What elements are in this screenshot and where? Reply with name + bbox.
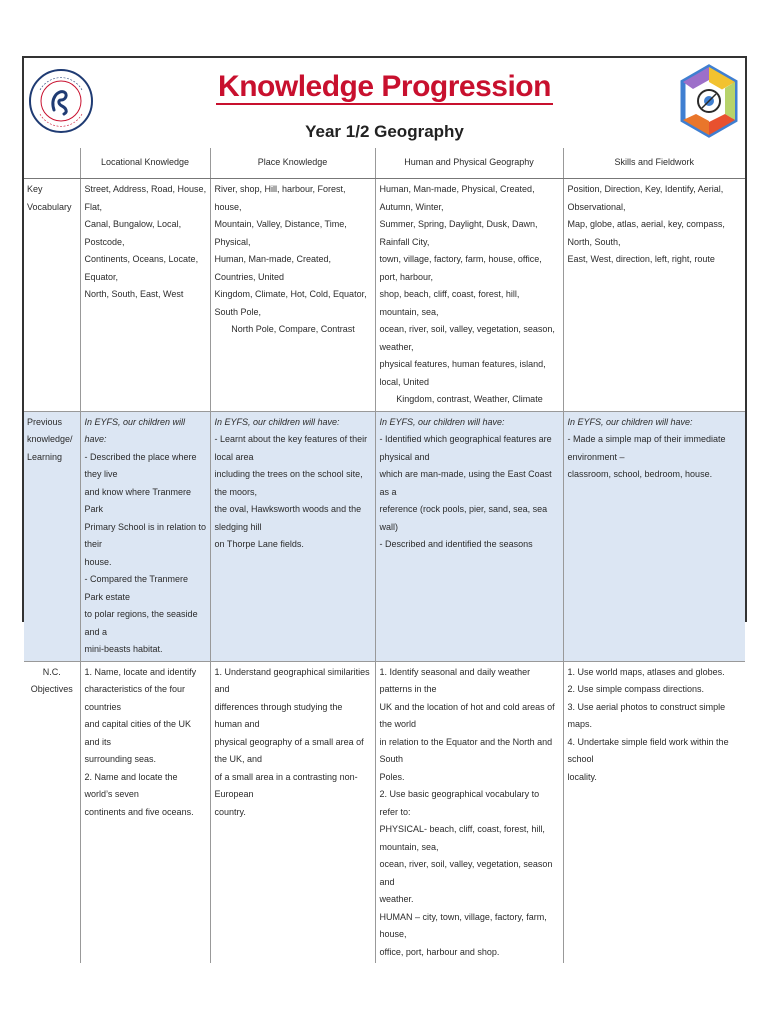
cell-line: of a small area in a contrasting non-European bbox=[214, 771, 358, 799]
cell-line: classroom, school, bedroom, house. bbox=[567, 469, 713, 479]
cell-line: differences through studying the human and bbox=[214, 701, 343, 729]
cell-line: North Pole, Compare, Contrast bbox=[231, 324, 355, 334]
cell-line: ocean, river, soil, valley, vegetation, season and bbox=[379, 859, 553, 887]
column-header: Place Knowledge bbox=[210, 148, 375, 179]
cell-intro: In EYFS, our children will have: bbox=[567, 416, 693, 427]
cell-line: Kingdom, contrast, Weather, Climate bbox=[396, 394, 543, 404]
cell-line: Map, globe, atlas, aerial, key, compass, North, South, bbox=[567, 219, 725, 247]
cell-line: town, village, factory, farm, house, office, port, harbour, bbox=[379, 254, 542, 282]
cell-line: weather. bbox=[379, 894, 414, 904]
cell-line: Continents, Oceans, Locate, Equator, bbox=[84, 254, 199, 282]
table-row-previous-knowledge bbox=[24, 411, 745, 661]
column-header: Locational Knowledge bbox=[80, 148, 210, 179]
cell-line: Poles. bbox=[379, 771, 405, 782]
cell-line: continents and five oceans. bbox=[84, 806, 194, 817]
cell-intro: In EYFS, our children will have: bbox=[214, 416, 340, 427]
cell-line: Street, Address, Road, House, Flat, bbox=[84, 184, 207, 212]
cell-intro: In EYFS, our children will have: bbox=[379, 416, 505, 427]
row-label bbox=[24, 661, 80, 963]
table-cell bbox=[210, 411, 375, 661]
cell-line: - Described and identified the seasons bbox=[379, 539, 533, 549]
cell-line: Human, Man-made, Physical, Created, Autumn, Winter, bbox=[379, 184, 535, 212]
cell-intro: In EYFS, our children will have: bbox=[84, 416, 186, 444]
row-label-line: Previous bbox=[27, 416, 63, 427]
column-header: Human and Physical Geography bbox=[375, 148, 563, 179]
cell-line: in relation to the Equator and the North and South bbox=[379, 736, 553, 764]
cell-line: North, South, East, West bbox=[84, 289, 184, 299]
cell-line: characteristics of the four countries bbox=[84, 684, 186, 712]
cell-line: 1. Use world maps, atlases and globes. bbox=[567, 666, 725, 677]
cell-line: - Made a simple map of their immediate environment – bbox=[567, 434, 726, 462]
cell-line: East, West, direction, left, right, route bbox=[567, 254, 715, 264]
table-cell bbox=[80, 411, 210, 661]
cell-line: physical features, human features, island, local, United bbox=[379, 359, 546, 387]
cell-line: to polar regions, the seaside and a bbox=[84, 609, 198, 637]
cell-line: physical geography of a small area of the UK, and bbox=[214, 736, 364, 764]
table-cell bbox=[375, 179, 563, 412]
row-label-line: N.C. bbox=[42, 666, 61, 677]
table-cell bbox=[210, 661, 375, 963]
cell-line: Kingdom, Climate, Hot, Cold, Equator, South Pole, bbox=[214, 289, 367, 317]
header-blank-cell bbox=[24, 148, 80, 179]
column-header: Skills and Fieldwork bbox=[563, 148, 745, 179]
table-cell bbox=[375, 661, 563, 963]
table-cell bbox=[375, 411, 563, 661]
row-label bbox=[24, 411, 80, 661]
table-header-row bbox=[24, 148, 745, 179]
cell-line: and know where Tranmere Park bbox=[84, 486, 192, 514]
cell-line: Position, Direction, Key, Identify, Aerial, Observational, bbox=[567, 184, 724, 212]
row-label-line: Learning bbox=[27, 451, 63, 462]
row-label-line: Key bbox=[27, 184, 43, 194]
knowledge-table bbox=[24, 148, 745, 963]
table-row-nc-objectives bbox=[24, 661, 745, 963]
cell-line: reference (rock pools, pier, sand, sea, sea wall) bbox=[379, 504, 548, 532]
table-row-key-vocabulary bbox=[24, 179, 745, 412]
table-cell bbox=[80, 661, 210, 963]
cell-line: surrounding seas. bbox=[84, 754, 157, 764]
cell-line: country. bbox=[214, 806, 246, 817]
cell-line: 3. Use aerial photos to construct simple maps. bbox=[567, 701, 726, 729]
table-cell bbox=[563, 411, 745, 661]
cell-line: - Described the place where they live bbox=[84, 451, 197, 479]
cell-line: 1. Identify seasonal and daily weather patterns in the bbox=[379, 666, 531, 694]
cell-line: Human, Man-made, Created, Countries, United bbox=[214, 254, 332, 282]
cell-line: and capital cities of the UK and its bbox=[84, 719, 192, 747]
cell-line: Canal, Bungalow, Local, Postcode, bbox=[84, 219, 182, 247]
cell-line: Summer, Spring, Daylight, Dusk, Dawn, Rainfall City, bbox=[379, 219, 538, 247]
cell-line: 1. Understand geographical similarities and bbox=[214, 666, 370, 694]
cell-line: 4. Undertake simple field work within the school bbox=[567, 736, 729, 764]
cell-line: including the trees on the school site, the moors, bbox=[214, 469, 363, 497]
row-label-line: knowledge/ bbox=[27, 434, 73, 444]
cell-line: - Identified which geographical features are physical and bbox=[379, 434, 552, 462]
cell-line: office, port, harbour and shop. bbox=[379, 946, 500, 957]
cell-line: UK and the location of hot and cold areas of the world bbox=[379, 701, 555, 729]
table-cell bbox=[563, 179, 745, 412]
cell-line: PHYSICAL- beach, cliff, coast, forest, hill, mountain, sea, bbox=[379, 824, 545, 852]
row-label-line: Vocabulary bbox=[27, 201, 72, 212]
cell-line: Primary School is in relation to their bbox=[84, 521, 207, 549]
cell-line: the oval, Hawksworth woods and the sledging hill bbox=[214, 504, 362, 532]
cell-line: shop, beach, cliff, coast, forest, hill, mountain, sea, bbox=[379, 289, 520, 317]
cell-line: - Compared the Tranmere Park estate bbox=[84, 574, 189, 602]
cell-line: on Thorpe Lane fields. bbox=[214, 539, 304, 549]
cell-line: - Learnt about the key features of their local area bbox=[214, 434, 368, 462]
cell-line: HUMAN – city, town, village, factory, farm, house, bbox=[379, 911, 547, 939]
cell-line: 2. Use simple compass directions. bbox=[567, 684, 705, 694]
cell-line: 2. Name and locate the world’s seven bbox=[84, 771, 178, 799]
table-cell bbox=[80, 179, 210, 412]
table-cell bbox=[563, 661, 745, 963]
cell-line: 1. Name, locate and identify bbox=[84, 666, 197, 677]
knowledge-progression-document bbox=[22, 56, 747, 957]
cell-line: which are man-made, using the East Coast as a bbox=[379, 469, 552, 497]
cell-line: locality. bbox=[567, 771, 597, 782]
page-title: Knowledge Progression bbox=[218, 70, 551, 103]
row-label-line: Objectives bbox=[30, 684, 73, 694]
cell-line: River, shop, Hill, harbour, Forest, house, bbox=[214, 184, 346, 212]
cell-line: Mountain, Valley, Distance, Time, Physical, bbox=[214, 219, 347, 247]
table-cell bbox=[210, 179, 375, 412]
cell-line: ocean, river, soil, valley, vegetation, season, weather, bbox=[379, 324, 555, 352]
cell-line: house. bbox=[84, 556, 112, 567]
page-subtitle: Year 1/2 Geography bbox=[305, 122, 464, 141]
cell-line: 2. Use basic geographical vocabulary to refer to: bbox=[379, 789, 540, 817]
cell-line: mini-beasts habitat. bbox=[84, 644, 163, 654]
row-label bbox=[24, 179, 80, 412]
